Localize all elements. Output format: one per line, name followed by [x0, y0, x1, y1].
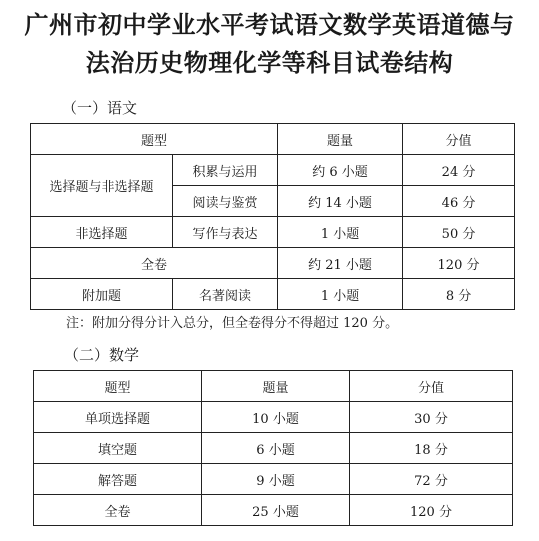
subtype-cell: 阅读与鉴赏	[173, 186, 278, 217]
count-cell: 9 小题	[202, 464, 350, 495]
section-heading-math: （二）数学	[64, 346, 140, 364]
type-cell: 填空题	[34, 433, 202, 464]
type-cell: 全卷	[31, 248, 278, 279]
subtype-cell: 写作与表达	[173, 217, 278, 248]
count-cell: 1 小题	[278, 279, 403, 310]
table-row	[34, 495, 513, 526]
table-header-row	[31, 124, 515, 155]
count-cell: 25 小题	[202, 495, 350, 526]
type-cell: 附加题	[31, 279, 173, 310]
type-cell: 选择题与非选择题	[31, 155, 173, 217]
type-cell: 非选择题	[31, 217, 173, 248]
score-cell: 24 分	[403, 155, 515, 186]
header-score: 分值	[403, 124, 515, 155]
score-cell: 18 分	[350, 433, 513, 464]
table-row	[31, 279, 515, 310]
count-cell: 约 6 小题	[278, 155, 403, 186]
type-cell: 全卷	[34, 495, 202, 526]
table-row	[34, 402, 513, 433]
score-cell: 30 分	[350, 402, 513, 433]
count-cell: 10 小题	[202, 402, 350, 433]
table-row	[31, 155, 515, 186]
header-count: 题量	[202, 371, 350, 402]
math-exam-table	[33, 370, 513, 526]
count-cell: 约 14 小题	[278, 186, 403, 217]
table-row	[34, 433, 513, 464]
page-title-line2: 法治历史物理化学等科目试卷结构	[85, 49, 454, 77]
type-cell: 解答题	[34, 464, 202, 495]
chinese-exam-table	[30, 123, 515, 310]
count-cell: 1 小题	[278, 217, 403, 248]
score-cell: 72 分	[350, 464, 513, 495]
score-cell: 46 分	[403, 186, 515, 217]
header-type: 题型	[31, 124, 278, 155]
table-row	[31, 248, 515, 279]
score-cell: 120 分	[350, 495, 513, 526]
type-cell: 单项选择题	[34, 402, 202, 433]
header-count: 题量	[278, 124, 403, 155]
header-type: 题型	[34, 371, 202, 402]
count-cell: 6 小题	[202, 433, 350, 464]
header-score: 分值	[350, 371, 513, 402]
table-row	[31, 217, 515, 248]
page-title-line1: 广州市初中学业水平考试语文数学英语道德与	[24, 11, 515, 39]
score-cell: 50 分	[403, 217, 515, 248]
subtype-cell: 积累与运用	[173, 155, 278, 186]
score-cell: 8 分	[403, 279, 515, 310]
table-row	[34, 464, 513, 495]
section-heading-chinese: （一）语文	[62, 99, 138, 117]
table-header-row	[34, 371, 513, 402]
table-note: 注：附加分得分计入总分，但全卷得分不得超过 120 分。	[66, 316, 399, 331]
subtype-cell: 名著阅读	[173, 279, 278, 310]
score-cell: 120 分	[403, 248, 515, 279]
count-cell: 约 21 小题	[278, 248, 403, 279]
